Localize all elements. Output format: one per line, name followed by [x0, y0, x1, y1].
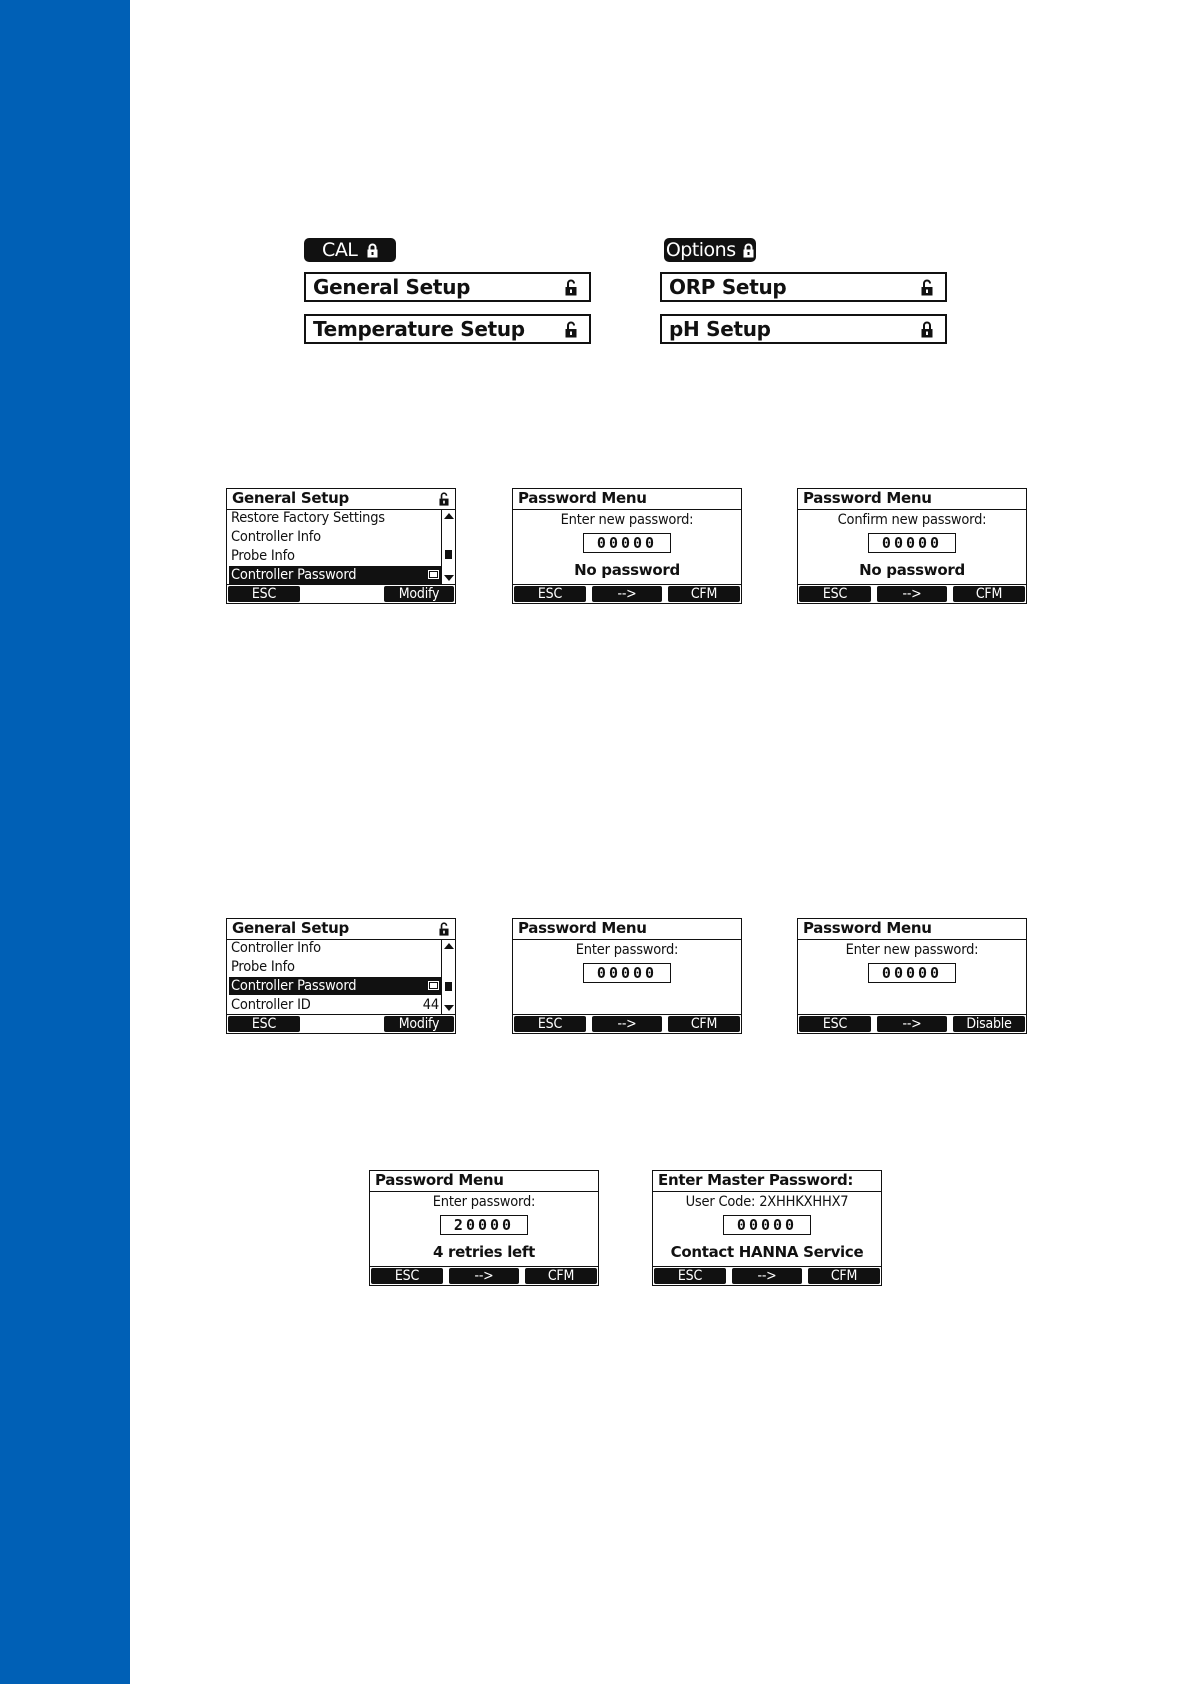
unlocked-padlock-icon	[439, 492, 449, 506]
softkey-bar	[227, 584, 455, 603]
menu-item-controller-id[interactable]	[231, 996, 443, 1014]
screen-title-text: General Setup	[232, 489, 349, 507]
cfm-softkey[interactable]: CFM	[668, 586, 740, 602]
softkey-bar	[513, 1014, 741, 1033]
password-prompt: Enter new password:	[845, 942, 979, 958]
next-digit-softkey[interactable]: -->	[592, 1016, 662, 1032]
unlocked-padlock-icon	[921, 279, 933, 296]
master-password-field[interactable]: 00000	[723, 1215, 811, 1235]
lcd-enter-new-password-screen	[512, 488, 742, 604]
password-field[interactable]: 20000	[440, 1215, 528, 1235]
lcd-general-setup-screen-2	[226, 918, 456, 1034]
scrollbar[interactable]	[441, 940, 455, 1014]
scroll-down-arrow-icon	[444, 1005, 454, 1011]
password-prompt: Confirm new password:	[837, 512, 987, 528]
password-prompt: Enter password:	[575, 942, 679, 958]
menu-item-controller-password-selected[interactable]	[229, 566, 445, 584]
general-setup-lock-row	[304, 272, 591, 302]
lcd-retries-left-screen	[369, 1170, 599, 1286]
scroll-thumb[interactable]	[445, 550, 452, 559]
esc-softkey[interactable]: ESC	[514, 1016, 586, 1032]
esc-softkey[interactable]: ESC	[228, 1016, 300, 1032]
password-field[interactable]: 00000	[868, 533, 956, 553]
cal-locked-tag	[304, 238, 396, 262]
password-status: No password	[574, 561, 680, 579]
password-field[interactable]: 00000	[583, 963, 671, 983]
scrollbar[interactable]	[441, 510, 455, 584]
contact-service-status: Contact HANNA Service	[670, 1243, 864, 1261]
scroll-down-arrow-icon	[444, 575, 454, 581]
password-prompt: Enter password:	[432, 1194, 536, 1210]
user-code: User Code: 2XHHKXHHX7	[685, 1194, 849, 1210]
next-digit-softkey[interactable]: -->	[732, 1268, 802, 1284]
screen-title: Password Menu	[370, 1171, 598, 1192]
lcd-general-setup-screen	[226, 488, 456, 604]
unlocked-padlock-icon	[439, 922, 449, 936]
lcd-enter-password-screen	[512, 918, 742, 1034]
screen-title: Password Menu	[798, 489, 1026, 510]
screen-title	[227, 919, 455, 940]
esc-softkey[interactable]: ESC	[654, 1268, 726, 1284]
password-prompt: Enter new password:	[560, 512, 694, 528]
menu-item-probe-info[interactable]: Probe Info	[231, 959, 295, 975]
next-digit-softkey[interactable]: -->	[877, 586, 947, 602]
screen-title: Password Menu	[513, 489, 741, 510]
unlocked-padlock-icon	[565, 279, 577, 296]
menu-item-controller-info[interactable]: Controller Info	[231, 529, 321, 545]
temperature-setup-label: Temperature Setup	[313, 317, 525, 341]
orp-setup-label: ORP Setup	[669, 275, 787, 299]
options-locked-tag	[664, 238, 756, 262]
unlocked-padlock-icon	[565, 321, 577, 338]
retries-status: 4 retries left	[432, 1243, 536, 1261]
screen-title: Enter Master Password:	[653, 1171, 881, 1192]
esc-softkey[interactable]: ESC	[799, 586, 871, 602]
modify-softkey[interactable]: Modify	[384, 586, 454, 602]
next-digit-softkey[interactable]: -->	[592, 586, 662, 602]
temperature-setup-lock-row	[304, 314, 591, 344]
scroll-thumb[interactable]	[445, 982, 452, 991]
menu-item-label: Controller ID	[231, 997, 311, 1013]
options-tag-label: Options	[665, 239, 736, 261]
next-digit-softkey[interactable]: -->	[877, 1016, 947, 1032]
lcd-master-password-screen	[652, 1170, 882, 1286]
esc-softkey[interactable]: ESC	[799, 1016, 871, 1032]
screen-title-text: General Setup	[232, 919, 349, 937]
softkey-bar	[370, 1266, 598, 1285]
password-field[interactable]: 00000	[868, 963, 956, 983]
blue-sidebar-band	[0, 0, 130, 1684]
locked-padlock-icon	[921, 321, 933, 338]
menu-item-probe-info[interactable]: Probe Info	[231, 548, 295, 564]
screen-title	[227, 489, 455, 510]
softkey-bar	[653, 1266, 881, 1285]
cfm-softkey[interactable]: CFM	[808, 1268, 880, 1284]
menu-item-label: Controller Password	[231, 978, 357, 994]
disable-softkey[interactable]: Disable	[953, 1016, 1025, 1032]
general-setup-label: General Setup	[313, 275, 471, 299]
softkey-bar	[798, 584, 1026, 603]
locked-padlock-icon	[743, 243, 754, 258]
orp-setup-lock-row	[660, 272, 947, 302]
cal-tag-label: CAL	[322, 239, 358, 261]
checkbox-icon	[428, 981, 439, 990]
scroll-up-arrow-icon	[444, 513, 454, 519]
menu-item-restore-factory-settings[interactable]: Restore Factory Settings	[231, 510, 385, 526]
password-status: No password	[859, 561, 965, 579]
esc-softkey[interactable]: ESC	[514, 586, 586, 602]
modify-softkey[interactable]: Modify	[384, 1016, 454, 1032]
softkey-bar	[513, 584, 741, 603]
esc-softkey[interactable]: ESC	[228, 586, 300, 602]
softkey-bar	[227, 1014, 455, 1033]
menu-item-controller-password-selected[interactable]	[229, 977, 445, 995]
ph-setup-label: pH Setup	[669, 317, 771, 341]
cfm-softkey[interactable]: CFM	[668, 1016, 740, 1032]
menu-item-label: Controller Password	[231, 567, 357, 583]
lcd-confirm-new-password-screen	[797, 488, 1027, 604]
softkey-bar	[798, 1014, 1026, 1033]
password-field[interactable]: 00000	[583, 533, 671, 553]
lcd-enter-new-password-disable-screen	[797, 918, 1027, 1034]
checkbox-icon	[428, 570, 439, 579]
screen-title: Password Menu	[798, 919, 1026, 940]
controller-id-value: 44	[422, 997, 439, 1013]
ph-setup-lock-row	[660, 314, 947, 344]
scroll-up-arrow-icon	[444, 943, 454, 949]
menu-item-controller-info[interactable]: Controller Info	[231, 940, 321, 956]
cfm-softkey[interactable]: CFM	[525, 1268, 597, 1284]
esc-softkey[interactable]: ESC	[371, 1268, 443, 1284]
locked-padlock-icon	[367, 243, 378, 258]
screen-title: Password Menu	[513, 919, 741, 940]
cfm-softkey[interactable]: CFM	[953, 586, 1025, 602]
next-digit-softkey[interactable]: -->	[449, 1268, 519, 1284]
